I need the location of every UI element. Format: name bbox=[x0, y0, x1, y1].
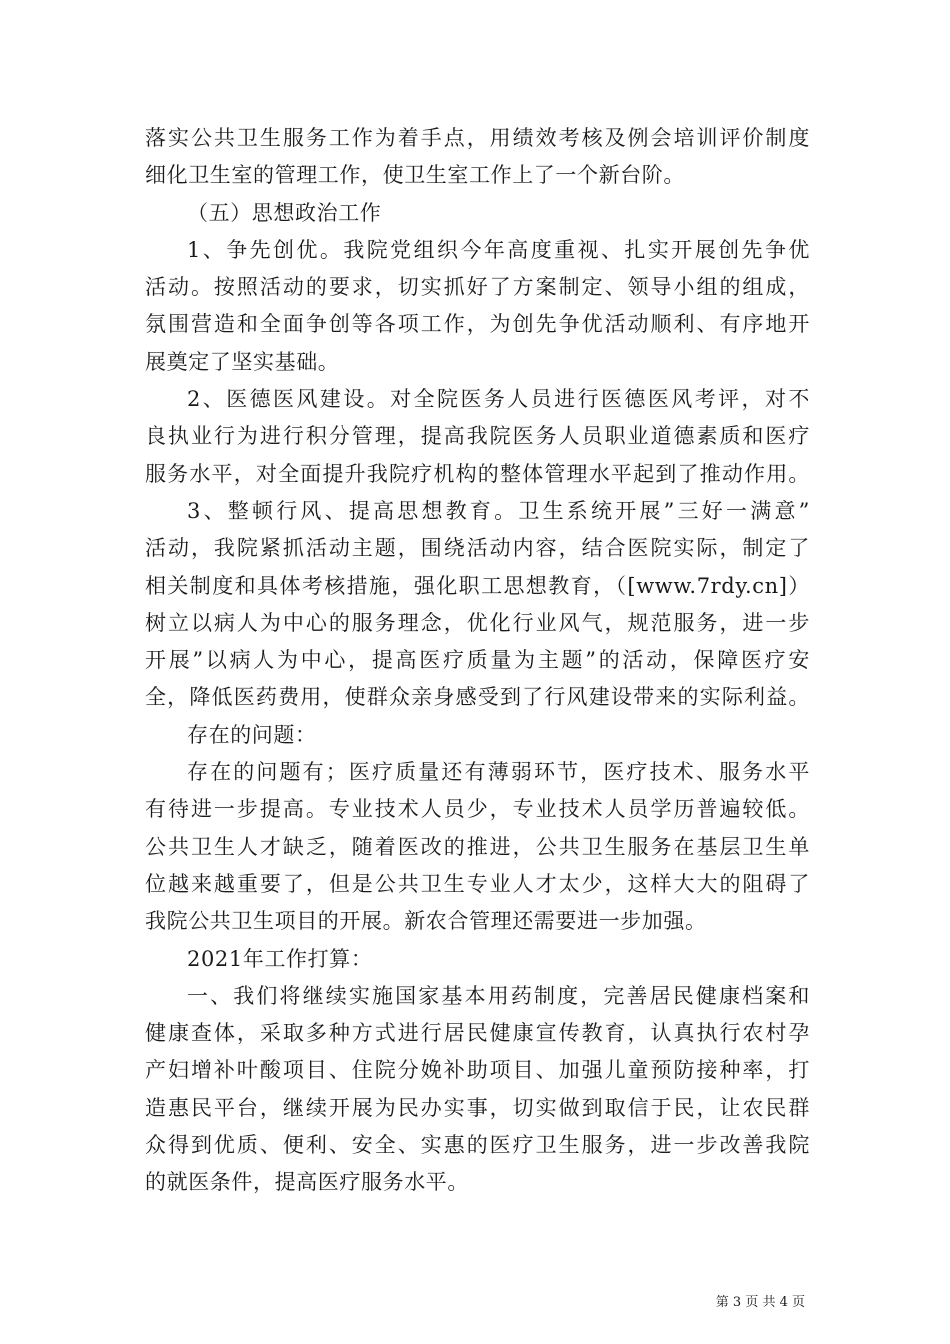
section-heading: （五）思想政治工作 bbox=[187, 200, 382, 225]
paragraph-line: 我院公共卫生项目的开展。新农合管理还需要进一步加强。 bbox=[145, 909, 707, 934]
section-heading: 存在的问题： bbox=[187, 722, 317, 747]
paragraph-line: 展奠定了坚实基础。 bbox=[145, 349, 340, 374]
document-body bbox=[145, 120, 810, 1202]
paragraph-line: 活动，我院紧抓活动主题，围绕活动内容，结合医院实际，制定了 bbox=[145, 536, 810, 561]
paragraph-line: 一、我们将继续实施国家基本用药制度，完善居民健康档案和 bbox=[187, 983, 810, 1008]
paragraph-line: 的就医条件，提高医疗服务水平。 bbox=[145, 1170, 469, 1195]
paragraph-line: 有待进一步提高。专业技术人员少，专业技术人员学历普遍较低。 bbox=[145, 797, 810, 822]
paragraph-line: 2、医德医风建设。对全院医务人员进行医德医风考评，对不 bbox=[187, 387, 810, 412]
paragraph-line: 众得到优质、便利、安全、实惠的医疗卫生服务，进一步改善我院 bbox=[145, 1133, 810, 1158]
section-heading: 2021年工作打算： bbox=[187, 946, 373, 971]
paragraph-line: 健康查体，采取多种方式进行居民健康宣传教育，认真执行农村孕 bbox=[145, 1021, 810, 1046]
paragraph-line: 活动。按照活动的要求，切实抓好了方案制定、领导小组的组成， bbox=[145, 275, 810, 300]
paragraph-line: 开展”以病人为中心，提高医疗质量为主题”的活动，保障医疗安 bbox=[145, 648, 810, 673]
paragraph-line: 落实公共卫生服务工作为着手点，用绩效考核及例会培训评价制度 bbox=[145, 126, 810, 150]
paragraph-line: 1、争先创优。我院党组织今年高度重视、扎实开展创先争优 bbox=[187, 237, 810, 262]
paragraph-line: 3、整顿行风、提高思想教育。卫生系统开展”三好一满意” bbox=[187, 498, 810, 523]
page-number: 第 3 页 共 4 页 bbox=[715, 1295, 805, 1310]
paragraph-line: 全，降低医药费用，使群众亲身感受到了行风建设带来的实际利益。 bbox=[145, 685, 810, 710]
paragraph-line: 细化卫生室的管理工作，使卫生室工作上了一个新台阶。 bbox=[145, 163, 685, 188]
paragraph-line: 服务水平，对全面提升我院疗机构的整体管理水平起到了推动作用。 bbox=[145, 461, 810, 486]
paragraph-line: 良执业行为进行积分管理，提高我院医务人员职业道德素质和医疗 bbox=[145, 424, 810, 449]
paragraph-line: 造惠民平台，继续开展为民办实事，切实做到取信于民，让农民群 bbox=[145, 1095, 810, 1120]
paragraph-line: 相关制度和具体考核措施，强化职工思想教育，（[www.7rdy.cn]） bbox=[145, 573, 810, 598]
paragraph-line: 公共卫生人才缺乏，随着医改的推进，公共卫生服务在基层卫生单 bbox=[145, 834, 810, 859]
paragraph-line: 树立以病人为中心的服务理念，优化行业风气，规范服务，进一步 bbox=[145, 610, 810, 635]
paragraph-line: 位越来越重要了，但是公共卫生专业人才太少，这样大大的阻碍了 bbox=[145, 871, 810, 896]
paragraph-line: 氛围营造和全面争创等各项工作，为创先争优活动顺利、有序地开 bbox=[145, 312, 810, 337]
paragraph-line: 存在的问题有；医疗质量还有薄弱环节，医疗技术、服务水平 bbox=[187, 760, 810, 785]
paragraph-line: 产妇增补叶酸项目、住院分娩补助项目、加强儿童预防接种率，打 bbox=[145, 1058, 810, 1083]
